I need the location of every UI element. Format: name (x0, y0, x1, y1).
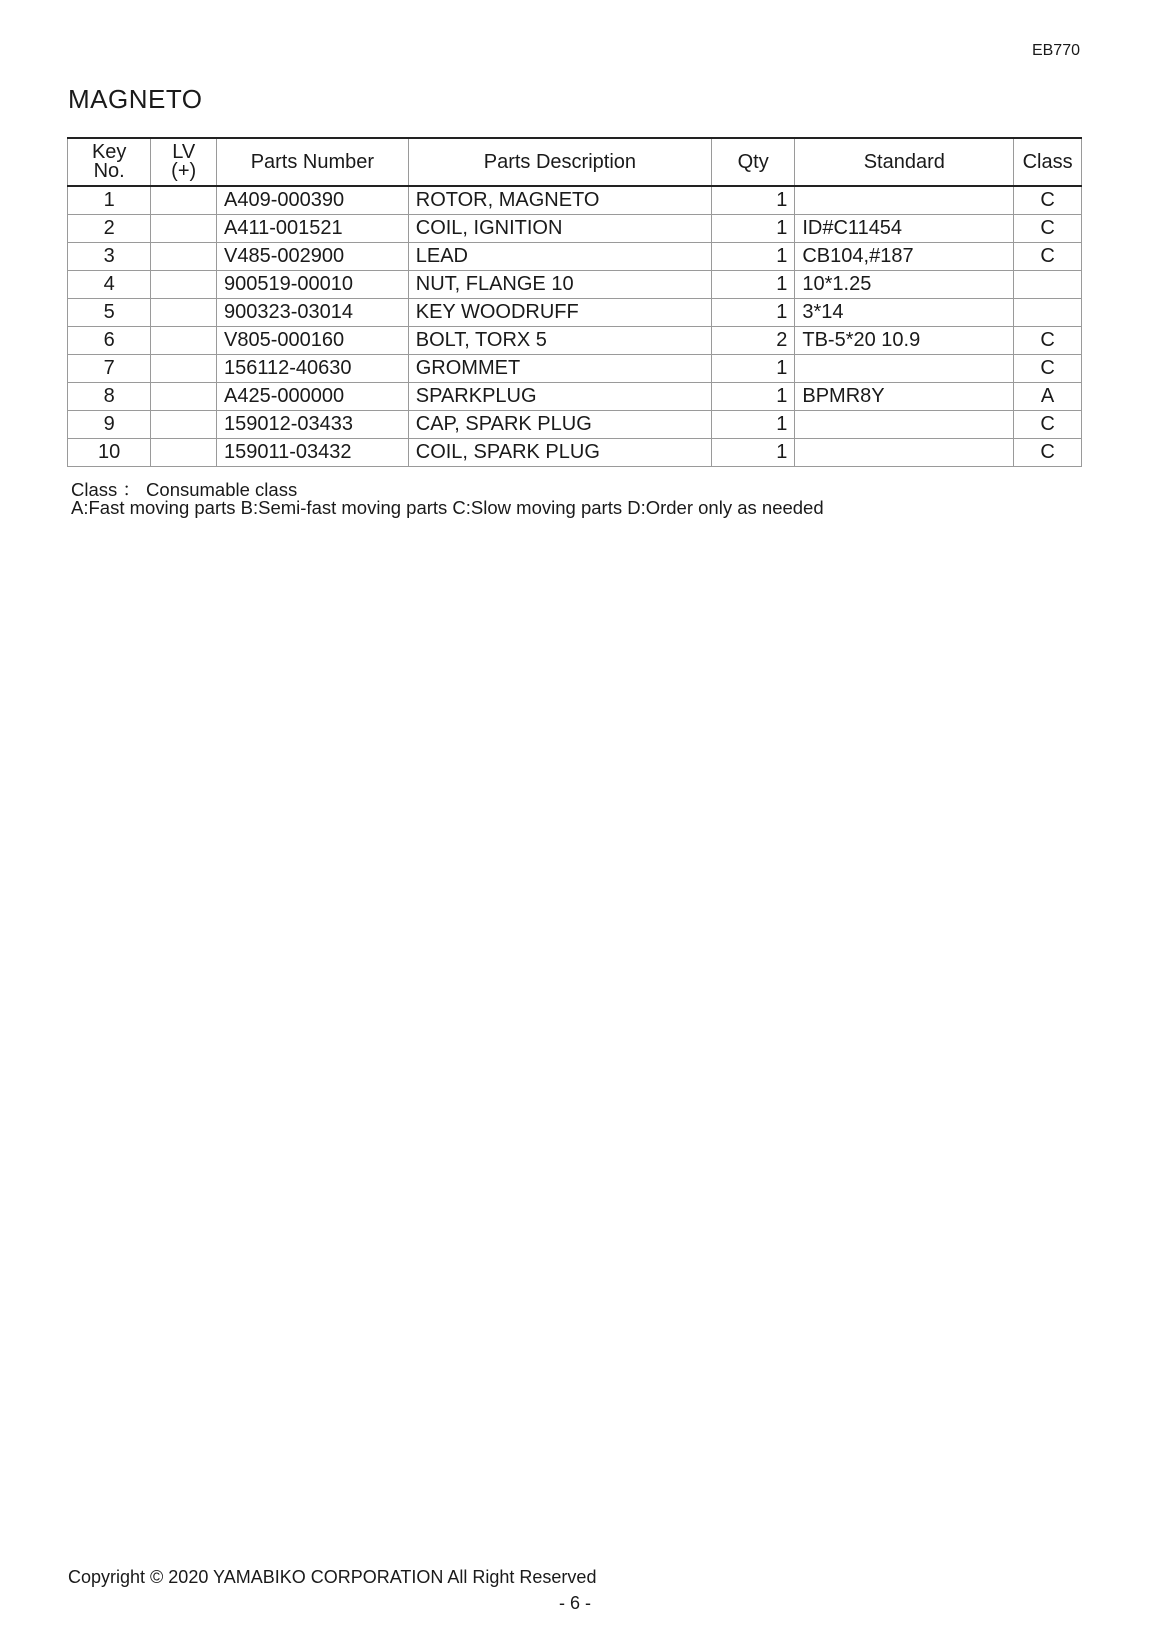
cell-lv (151, 439, 217, 467)
cell-parts-number: 156112-40630 (217, 355, 409, 383)
cell-lv (151, 299, 217, 327)
header-key-line2: No. (93, 160, 125, 182)
model-code: EB770 (1031, 42, 1080, 59)
cell-standard: 10*1.25 (795, 271, 1014, 299)
table-row (68, 411, 1082, 439)
class-note: Class ： Consumable class (71, 479, 298, 500)
cell-parts-description: CAP, SPARK PLUG (408, 411, 711, 439)
cell-lv (151, 243, 217, 271)
cell-key-no: 3 (68, 243, 151, 271)
cell-key-no: 1 (68, 186, 151, 215)
table-row (68, 439, 1082, 467)
cell-parts-description: BOLT, TORX 5 (408, 327, 711, 355)
cell-class: A (1014, 383, 1082, 411)
cell-lv (151, 355, 217, 383)
cell-key-no: 7 (68, 355, 151, 383)
cell-lv (151, 411, 217, 439)
cell-lv (151, 327, 217, 355)
cell-parts-number: V485-002900 (217, 243, 409, 271)
header-lv-line2: (+) (171, 160, 197, 182)
parts-table (67, 137, 1082, 467)
cell-lv (151, 271, 217, 299)
cell-class: C (1014, 439, 1082, 467)
cell-class: C (1014, 215, 1082, 243)
cell-parts-description: SPARKPLUG (408, 383, 711, 411)
cell-standard: ID#C11454 (795, 215, 1014, 243)
cell-parts-description: COIL, IGNITION (408, 215, 711, 243)
section-title: MAGNETO (68, 84, 203, 114)
parts-table-body (68, 186, 1082, 467)
cell-qty: 1 (712, 243, 795, 271)
cell-lv (151, 383, 217, 411)
cell-key-no: 9 (68, 411, 151, 439)
cell-parts-number: 900519-00010 (217, 271, 409, 299)
cell-qty: 1 (712, 355, 795, 383)
copyright-notice: Copyright © 2020 YAMABIKO CORPORATION All Right Reserved (68, 1567, 597, 1587)
cell-key-no: 4 (68, 271, 151, 299)
header-qty: Qty (712, 138, 795, 186)
cell-qty: 1 (712, 411, 795, 439)
cell-standard: BPMR8Y (795, 383, 1014, 411)
page-number: - 6 - (558, 1593, 591, 1613)
table-row (68, 383, 1082, 411)
cell-parts-number: 900323-03014 (217, 299, 409, 327)
cell-parts-number: A425-000000 (217, 383, 409, 411)
cell-qty: 1 (712, 439, 795, 467)
header-lv-line1: LV (172, 141, 196, 163)
header-parts-number: Parts Number (217, 138, 409, 186)
cell-key-no: 10 (68, 439, 151, 467)
cell-standard (795, 439, 1014, 467)
cell-standard: TB-5*20 10.9 (795, 327, 1014, 355)
cell-parts-description: GROMMET (408, 355, 711, 383)
cell-standard: CB104,#187 (795, 243, 1014, 271)
cell-qty: 1 (712, 299, 795, 327)
cell-parts-description: LEAD (408, 243, 711, 271)
cell-parts-number: A411-001521 (217, 215, 409, 243)
cell-qty: 1 (712, 186, 795, 215)
table-row (68, 355, 1082, 383)
cell-parts-number: V805-000160 (217, 327, 409, 355)
cell-class: C (1014, 411, 1082, 439)
cell-standard (795, 186, 1014, 215)
table-row (68, 186, 1082, 215)
cell-standard: 3*14 (795, 299, 1014, 327)
cell-class: C (1014, 327, 1082, 355)
cell-class (1014, 299, 1082, 327)
cell-key-no: 5 (68, 299, 151, 327)
cell-key-no: 8 (68, 383, 151, 411)
cell-qty: 1 (712, 383, 795, 411)
cell-parts-number: 159011-03432 (217, 439, 409, 467)
table-row (68, 271, 1082, 299)
cell-class: C (1014, 186, 1082, 215)
cell-parts-number: A409-000390 (217, 186, 409, 215)
header-standard: Standard (795, 138, 1014, 186)
table-row (68, 215, 1082, 243)
table-row (68, 243, 1082, 271)
cell-parts-description: ROTOR, MAGNETO (408, 186, 711, 215)
cell-qty: 1 (712, 271, 795, 299)
table-row (68, 299, 1082, 327)
header-lv (151, 138, 217, 186)
cell-class: C (1014, 243, 1082, 271)
cell-qty: 2 (712, 327, 795, 355)
table-row (68, 327, 1082, 355)
cell-lv (151, 215, 217, 243)
class-legend: A:Fast moving parts B:Semi-fast moving parts C:Slow moving parts D:Order only as needed (71, 497, 824, 518)
table-header-row (68, 138, 1082, 186)
cell-parts-number: 159012-03433 (217, 411, 409, 439)
cell-standard (795, 411, 1014, 439)
header-parts-description: Parts Description (408, 138, 711, 186)
cell-parts-description: NUT, FLANGE 10 (408, 271, 711, 299)
cell-class: C (1014, 355, 1082, 383)
cell-lv (151, 186, 217, 215)
cell-parts-description: COIL, SPARK PLUG (408, 439, 711, 467)
cell-class (1014, 271, 1082, 299)
header-key-line1: Key (91, 141, 127, 163)
header-class: Class (1014, 138, 1082, 186)
cell-standard (795, 355, 1014, 383)
cell-key-no: 6 (68, 327, 151, 355)
cell-qty: 1 (712, 215, 795, 243)
cell-key-no: 2 (68, 215, 151, 243)
header-key-no (68, 138, 151, 186)
cell-parts-description: KEY WOODRUFF (408, 299, 711, 327)
